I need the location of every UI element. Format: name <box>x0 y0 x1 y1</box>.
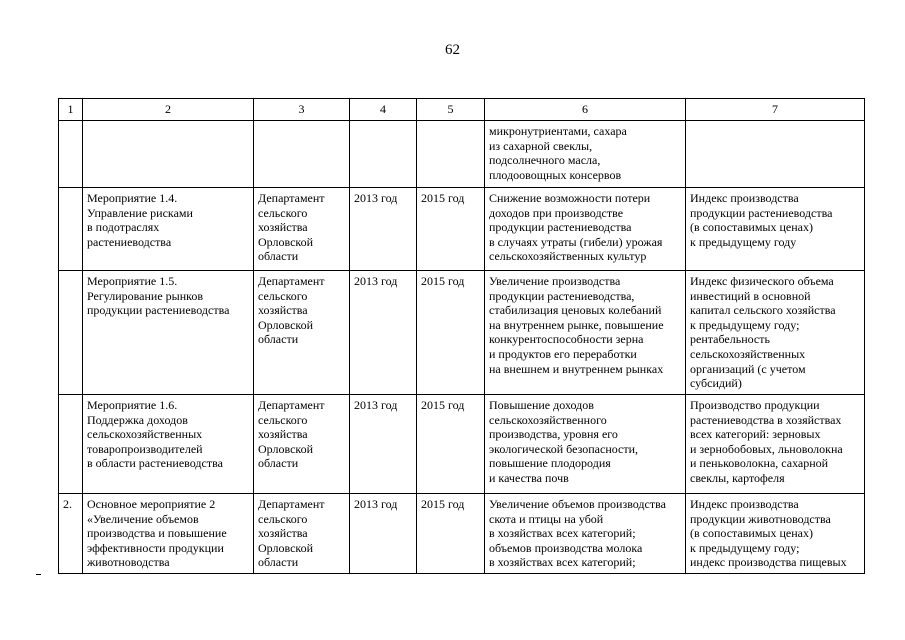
table-row <box>59 271 865 395</box>
header-cell: 1 <box>59 99 83 121</box>
cell-start: 2013 год <box>350 271 417 395</box>
cell-end: 2015 год <box>417 188 485 271</box>
cell-num: 2. <box>59 494 83 574</box>
cell-result: микронутриентами, сахара из сахарной свеклы, подсолнечного масла, плодоовощных консервов <box>485 121 686 188</box>
cell-result: Повышение доходов сельскохозяйственного производства, уровня его экологической безопасности, повышение плодородия и качества почв <box>485 395 686 494</box>
margin-mark <box>36 574 41 575</box>
cell-end <box>417 121 485 188</box>
header-cell: 7 <box>686 99 865 121</box>
cell-num <box>59 121 83 188</box>
cell-executor: Департамент сельского хозяйства Орловской области <box>254 494 350 574</box>
cell-indicator: Индекс физического объема инвестиций в основной капитал сельского хозяйства к предыдущему году; рентабельность сельскохозяйственных организаций (с учетом субсидий) <box>686 271 865 395</box>
cell-event: Основное мероприятие 2 «Увеличение объемов производства и повышение эффективности продукции животноводства <box>83 494 254 574</box>
cell-end: 2015 год <box>417 494 485 574</box>
program-table <box>58 98 865 574</box>
cell-event: Мероприятие 1.4. Управление рисками в подотраслях растениеводства <box>83 188 254 271</box>
cell-start: 2013 год <box>350 188 417 271</box>
cell-executor: Департамент сельского хозяйства Орловской области <box>254 395 350 494</box>
cell-indicator: Индекс производства продукции животноводства (в сопоставимых ценах) к предыдущему году; индекс производства пищевых <box>686 494 865 574</box>
cell-indicator <box>686 121 865 188</box>
cell-start: 2013 год <box>350 494 417 574</box>
cell-end: 2015 год <box>417 395 485 494</box>
header-cell: 5 <box>417 99 485 121</box>
cell-end: 2015 год <box>417 271 485 395</box>
header-cell: 4 <box>350 99 417 121</box>
page-number: 62 <box>445 42 460 58</box>
cell-result: Увеличение производства продукции растениеводства, стабилизация ценовых колебаний на внутреннем рынке, повышение конкурентоспособности зерна и продуктов его переработки на внешнем и внутреннем рынках <box>485 271 686 395</box>
cell-indicator: Индекс производства продукции растениеводства (в сопоставимых ценах) к предыдущему году <box>686 188 865 271</box>
cell-executor: Департамент сельского хозяйства Орловской области <box>254 271 350 395</box>
cell-result: Снижение возможности потери доходов при производстве продукции растениеводства в случаях утраты (гибели) урожая сельскохозяйственных культур <box>485 188 686 271</box>
cell-indicator: Производство продукции растениеводства в хозяйствах всех категорий: зерновых и зернобобовых, льноволокна и пеньковолокна, сахарной свеклы, картофеля <box>686 395 865 494</box>
cell-num <box>59 188 83 271</box>
cell-result: Увеличение объемов производства скота и птицы на убой в хозяйствах всех категорий; объемов производства молока в хозяйствах всех категорий; <box>485 494 686 574</box>
cell-executor: Департамент сельского хозяйства Орловской области <box>254 188 350 271</box>
cell-event <box>83 121 254 188</box>
cell-num <box>59 395 83 494</box>
cell-num <box>59 271 83 395</box>
cell-event: Мероприятие 1.5. Регулирование рынков продукции растениеводства <box>83 271 254 395</box>
header-cell: 6 <box>485 99 686 121</box>
cell-start: 2013 год <box>350 395 417 494</box>
header-cell: 2 <box>83 99 254 121</box>
table-row <box>59 188 865 271</box>
table-row <box>59 494 865 574</box>
cell-start <box>350 121 417 188</box>
cell-event: Мероприятие 1.6. Поддержка доходов сельскохозяйственных товаропроизводителей в области растениеводства <box>83 395 254 494</box>
table-row <box>59 121 865 188</box>
cell-executor <box>254 121 350 188</box>
table-row <box>59 395 865 494</box>
table-header-row <box>59 99 865 121</box>
header-cell: 3 <box>254 99 350 121</box>
